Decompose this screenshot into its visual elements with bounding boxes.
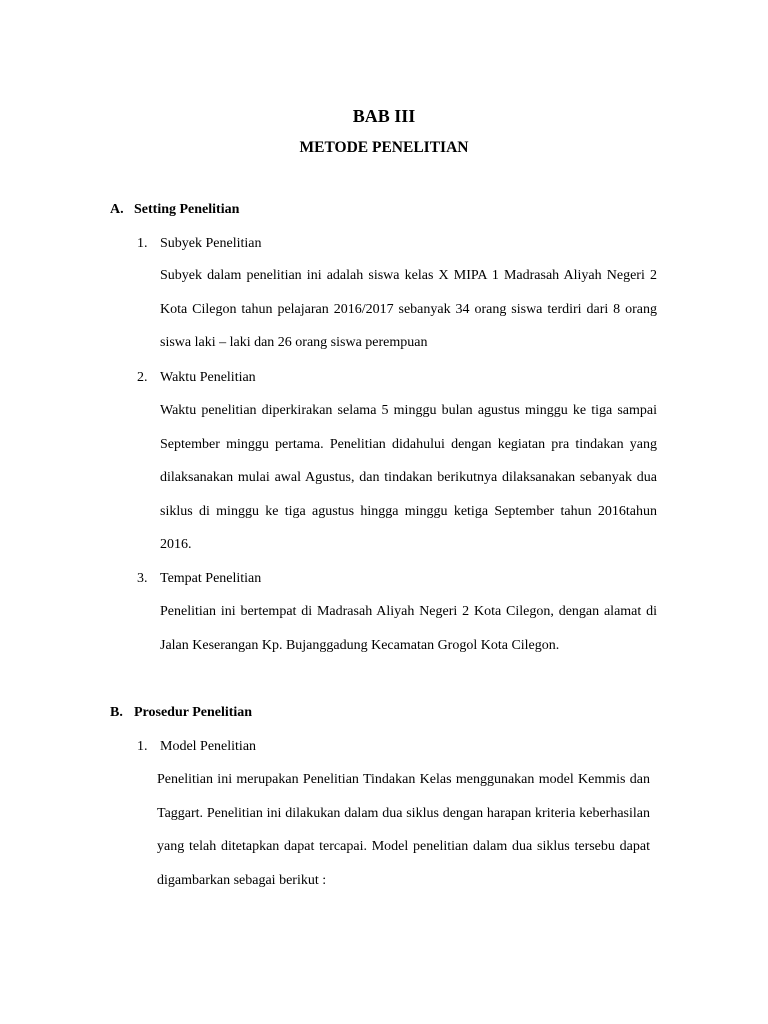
section-heading-text: Prosedur Penelitian bbox=[134, 705, 253, 720]
item-title: Subyek Penelitian bbox=[160, 236, 262, 251]
item-tempat-title bbox=[137, 569, 261, 589]
chapter-title: METODE PENELITIAN bbox=[299, 139, 469, 156]
section-a-heading bbox=[110, 200, 239, 220]
item-subyek-title bbox=[137, 234, 262, 254]
item-title: Waktu Penelitian bbox=[160, 370, 256, 385]
section-b-heading bbox=[110, 703, 252, 723]
item-number: 3. bbox=[137, 571, 148, 586]
paragraph-model: Penelitian ini merupakan Penelitian Tindakan Kelas menggunakan model Kemmis dan Taggart. Penelitian ini dilakukan dalam dua siklus dengan harapan kriteria keberhasilan yang telah ditetapkan dapat tercapai. Model penelitian dalam dua siklus tersebu dapat digambarkan sebagai berikut : bbox=[157, 772, 650, 888]
section-label: A. bbox=[110, 202, 124, 217]
item-number: 2. bbox=[137, 370, 148, 385]
item-model-title bbox=[137, 737, 256, 757]
paragraph-tempat: Penelitian ini bertempat di Madrasah Aliyah Negeri 2 Kota Cilegon, dengan alamat di Jalan Keserangan Kp. Bujanggadung Kecamatan Grogol Kota Cilegon. bbox=[160, 604, 657, 653]
paragraph-subyek: Subyek dalam penelitian ini adalah siswa kelas X MIPA 1 Madrasah Aliyah Negeri 2 Kota Cilegon tahun pelajaran 2016/2017 sebanyak 34 orang siswa terdiri dari 8 orang siswa laki – laki dan 26 orang siswa perempuan bbox=[160, 268, 657, 351]
item-title: Model Penelitian bbox=[160, 739, 257, 754]
section-label: B. bbox=[110, 705, 123, 720]
chapter-heading: BAB III bbox=[352, 106, 416, 126]
item-waktu-title bbox=[137, 368, 256, 388]
item-number: 1. bbox=[137, 236, 148, 251]
section-heading-text: Setting Penelitian bbox=[134, 202, 240, 217]
paragraph-waktu: Waktu penelitian diperkirakan selama 5 minggu bulan agustus minggu ke tiga sampai September minggu pertama. Penelitian didahului dengan kegiatan pra tindakan yang dilaksanakan mulai awal Agustus, dan tindakan berikutnya dilaksanakan sebanyak dua siklus di minggu ke tiga agustus hingga minggu ketiga September tahun 2016tahun 2016. bbox=[160, 403, 657, 553]
item-number: 1. bbox=[137, 739, 148, 754]
item-title: Tempat Penelitian bbox=[160, 571, 262, 586]
